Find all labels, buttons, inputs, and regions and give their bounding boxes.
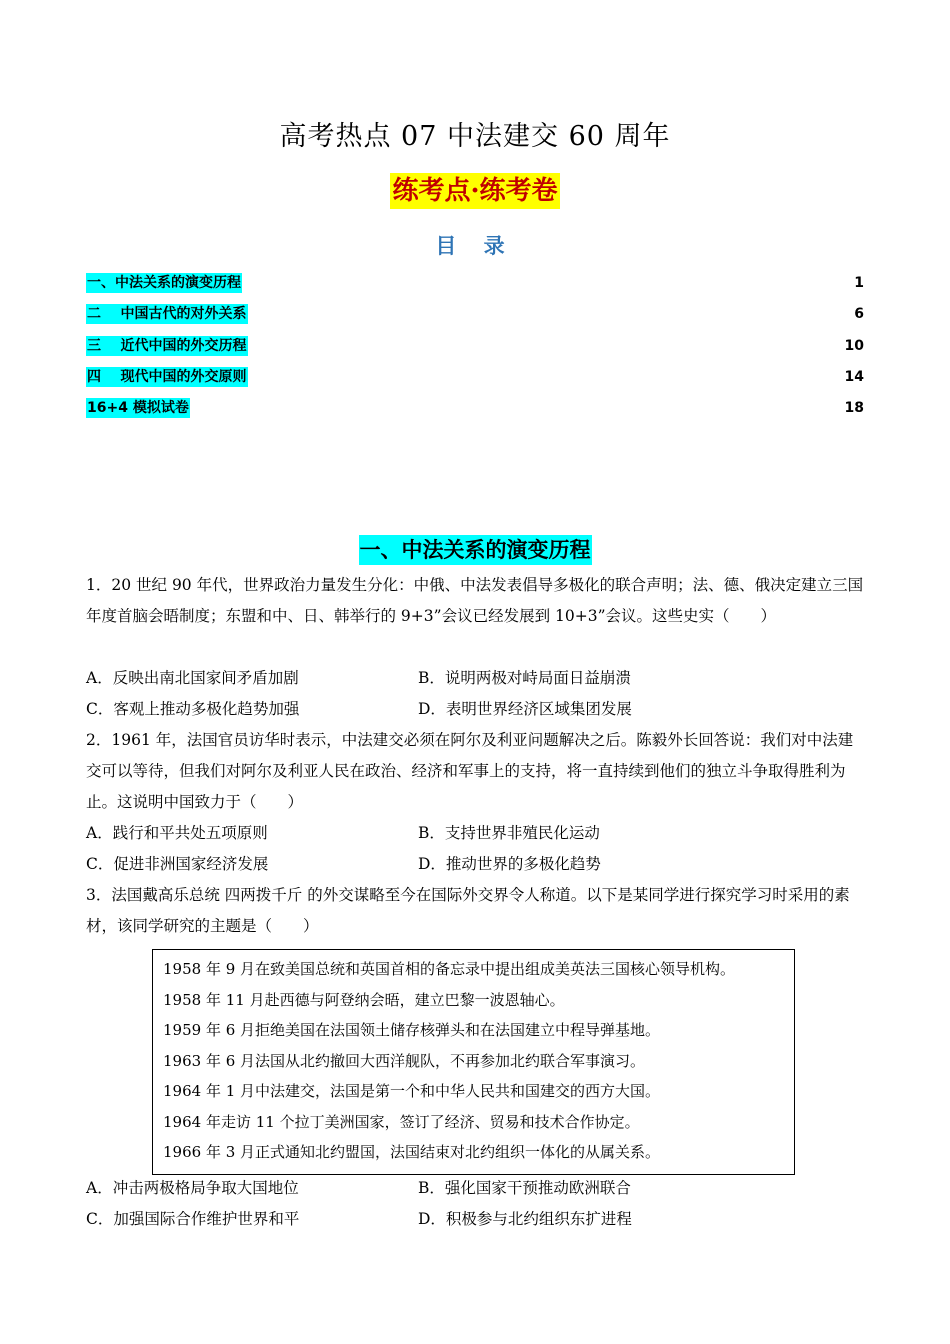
question-3-stem: 3．法国戴高乐总统 四两拨千斤 的外交谋略至今在国际外交界令人称道。以下是某同学进行探究学习时采用的素材，该同学研究的主题是（ ）: [86, 886, 850, 935]
toc-item[interactable]: [86, 395, 864, 426]
page-subtitle: 练考点·练考卷: [390, 173, 559, 209]
question-1-option-a[interactable]: A．反映出南北国家间矛盾加剧: [86, 669, 299, 687]
question-3-option-d[interactable]: D．积极参与北约组织东扩进程: [418, 1210, 632, 1228]
question-3-option-c[interactable]: C．加强国际合作维护世界和平: [86, 1210, 300, 1228]
toc-item-label[interactable]: 一、中法关系的演变历程: [87, 275, 241, 291]
question-2-option-c[interactable]: C．促进非洲国家经济发展: [86, 855, 269, 873]
toc-item[interactable]: [86, 301, 864, 332]
question-1-option-b[interactable]: B．说明两极对峙局面日益崩溃: [418, 669, 631, 687]
question-2-stem: 2．1961 年，法国官员访华时表示，中法建交必须在阿尔及利亚问题解决之后。陈毅外长回答说：我们对中法建交可以等待，但我们对阿尔及利亚人民在政治、经济和军事上的支持，将一直持续到他们的独立斗争取得胜利为止。这说明中国致力于（ ）: [86, 731, 854, 811]
toc-title: 目 录: [435, 233, 515, 258]
toc-item[interactable]: [86, 364, 864, 395]
question-2-option-a[interactable]: A．践行和平共处五项原则: [86, 824, 268, 842]
toc-item-label[interactable]: 16+4 模拟试卷: [87, 400, 189, 417]
material-line: 1958 年 11 月赴西德与阿登纳会晤，建立巴黎一波恩轴心。: [163, 990, 565, 1009]
toc-item-label[interactable]: 四 现代中国的外交原则: [87, 368, 247, 385]
material-box: [152, 949, 795, 1175]
toc-item[interactable]: [86, 333, 864, 364]
subtitle-wrap: [0, 173, 950, 209]
toc-item-page: 14: [844, 368, 864, 385]
toc-item-page: 6: [854, 306, 864, 323]
question-2-option-b[interactable]: B．支持世界非殖民化运动: [418, 824, 600, 842]
page-title: 高考热点 07 中法建交 60 周年: [279, 121, 671, 152]
question-1-option-c[interactable]: C．客观上推动多极化趋势加强: [86, 700, 300, 718]
table-of-contents: [86, 270, 864, 426]
question-3-option-b[interactable]: B．强化国家干预推动欧洲联合: [418, 1179, 631, 1197]
section-heading-wrap: [0, 535, 950, 565]
material-line: 1963 年 6 月法国从北约撤回大西洋舰队，不再参加北约联合军事演习。: [163, 1051, 646, 1070]
toc-item-page: 1: [854, 275, 864, 291]
toc-item-page: 18: [844, 400, 864, 417]
toc-item-label[interactable]: 三 近代中国的外交历程: [87, 337, 247, 354]
material-line: 1959 年 6 月拒绝美国在法国领土储存核弹头和在法国建立中程导弹基地。: [163, 1021, 661, 1039]
material-line: 1966 年 3 月正式通知北约盟国，法国结束对北约组织一体化的从属关系。: [163, 1143, 661, 1161]
material-line: 1964 年 1 月中法建交，法国是第一个和中华人民共和国建交的西方大国。: [163, 1082, 661, 1100]
toc-item-page: 10: [844, 337, 864, 354]
question-1-option-d[interactable]: D．表明世界经济区域集团发展: [418, 700, 632, 718]
question-2-option-d[interactable]: D．推动世界的多极化趋势: [418, 855, 601, 873]
question-3-option-a[interactable]: A．冲击两极格局争取大国地位: [86, 1179, 299, 1197]
section-heading: 一、中法关系的演变历程: [359, 535, 592, 565]
toc-item[interactable]: [86, 270, 864, 301]
question-1-stem: 1．20 世纪 90 年代，世界政治力量发生分化：中俄、中法发表倡导多极化的联合声明；法、德、俄决定建立三国年度首脑会晤制度；东盟和中、日、韩举行的 9+3”会议已经发展到 10+3”会议。这些史实（ ）: [86, 576, 864, 625]
toc-item-label[interactable]: 二 中国古代的对外关系: [87, 306, 247, 323]
material-line: 1958 年 9 月在致美国总统和英国首相的备忘录中提出组成美英法三国核心领导机构。: [163, 960, 736, 978]
material-line: 1964 年走访 11 个拉丁美洲国家，签订了经济、贸易和技术合作协定。: [163, 1112, 640, 1131]
